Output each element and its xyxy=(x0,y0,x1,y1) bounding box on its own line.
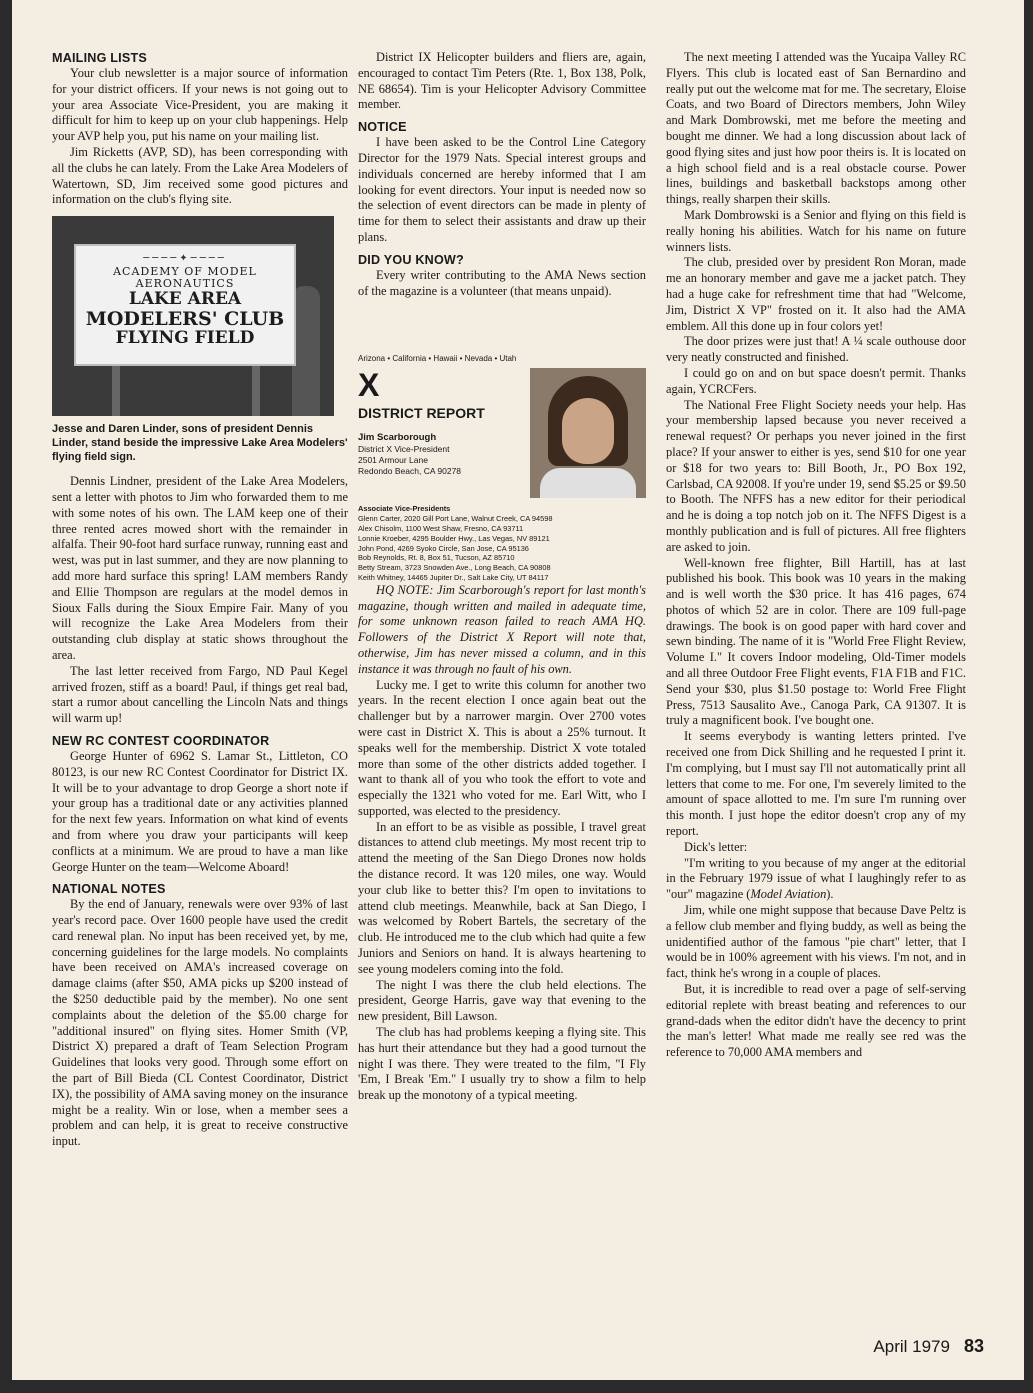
paragraph: Every writer contributing to the AMA News section of the magazine is a volunteer (that means unpaid). xyxy=(358,267,646,298)
sign-post-left xyxy=(112,362,120,416)
vp-address-line: 2501 Armour Lane xyxy=(358,455,428,466)
avp-entry: Betty Stream, 3723 Snowden Ave., Long Beach, CA 90808 xyxy=(358,563,551,573)
avp-entry: Bob Reynolds, Rt. 8, Box 51, Tucson, AZ 85710 xyxy=(358,553,515,563)
paragraph: Dennis Lindner, president of the Lake Area Modelers, sent a letter with photos to Jim who forwarded them to me with some notes of his own. The LAM keep one of their three rented acres mowed short with the remainder in alfalfa. Their 90-foot hard surface runway, running east and west, was put in last summer, and they are now planning to add more hard surface this spring! LAM members Randy and Ellie Thompson are regulars at the model demos in Sioux Falls during the Sioux Empire Fair. Many of you will recognize the Lake Area Modelers from their outstanding club display at static shows throughout the area. xyxy=(52,474,348,662)
sign-line: LAKE AREA xyxy=(128,289,242,310)
sign-line: ACADEMY OF MODEL xyxy=(113,265,257,279)
text-run: ). xyxy=(826,887,834,902)
vp-name: Jim Scarborough xyxy=(358,432,437,444)
avp-heading: Associate Vice-Presidents xyxy=(358,504,451,514)
heading-new-rc-contest-coordinator: NEW RC CONTEST COORDINATOR xyxy=(52,733,270,748)
paragraph: It seems everybody is wanting letters printed. I've received one from Dick Shilling and he requested I print it. I'm complying, but I must say I'll not automatically print all letters that come to me. For one, I'm severely limited to the amount of space allotted to me. I'm sure I'm running over this month. I just hope the editor doesn't crop any of my report. xyxy=(666,729,966,839)
portrait-shirt xyxy=(540,468,636,498)
paragraph: Your club newsletter is a major source of information for your district officers. If your news is not going out to your area Associate Vice-President, you are making it difficult for him to keep up on your club happenings. Help your AVP help you, put his name on your mailing list. xyxy=(52,66,348,144)
photo-caption: Jesse and Daren Linder, sons of president Dennis Linder, stand beside the impressive Lake Area Modelers' flying field sign. xyxy=(52,423,348,464)
issue-date: April 1979 xyxy=(873,1337,950,1356)
portrait-face xyxy=(562,398,614,464)
heading-national-notes: NATIONAL NOTES xyxy=(52,882,166,897)
sign-board xyxy=(74,244,296,366)
heading-did-you-know: DID YOU KNOW? xyxy=(358,252,464,267)
paragraph: The club, presided over by president Ron Moran, made me an honorary member and gave me a jacket patch. They had a huge cake for refreshment time that had "Welcome, Jim, District X VP" frosted on it. It also had the AMA emblem. All this done up in four colors yet! xyxy=(666,255,966,333)
paragraph: The next meeting I attended was the Yucaipa Valley RC Flyers. This club is located east of San Bernardino and really put out the welcome mat for me. The secretary, Eloise Coats, and two Board of Directors members, John Wiley and Mark Dombrowski, met me before the meeting and bought me dinner. We had a long discussion about lack of good flying sites and just how poor theirs is. It is located on a high school field and is a real obstacle course. Power lines, buildings and basketball backstops among other things, really sharpen their skills. xyxy=(666,50,966,207)
paragraph: Dick's letter: xyxy=(684,839,748,854)
paragraph: By the end of January, renewals were over 93% of last year's record pace. Over 1600 people have used the credit card renewal plan. No input has been received yet, by me, concerning guidelines for the large models. No complaints have been received on AMA's increased coverage on damage claims (after $50, AMA picks up $200 instead of the $250 deductible paid by the member). No one sent complaints about the deletion of the $5.00 charge for "additional insured" on flying sites. Homer Smith (VP, District X) prepared a draft of Team Selection Program Guidelines that looks very good. Through some effort on the part of Bill Bieda (CL Contest Coordinator, District IX), the possibility of AMA saving money on the insurance might be a reality. Win or lose, when a member sees a problem and can help, it is great to receive constructive input. xyxy=(52,897,348,1149)
sign-post-right xyxy=(252,362,260,416)
page-footer xyxy=(873,1336,984,1357)
heading-mailing-lists: MAILING LISTS xyxy=(52,51,147,65)
paragraph: George Hunter of 6962 S. Lamar St., Littleton, CO 80123, is our new RC Contest Coordinator for District IX. It will be to your advantage to drop George a short note if your group has a traditional date or any activities planned for the next few years. Information on what kind of events and from where you draw your participants will keep conflicts at a minimum. We are proud to have a man like George Hunter on the team—Welcome Aboard! xyxy=(52,748,348,874)
paragraph: I have been asked to be the Control Line Category Director for the 1979 Nats. Special interest groups and individuals concerned are hereby informed that I am looking for event directors. Your input is needed now so the selection of event directors can be made in plenty of time for them to select their assistants and draw up their plans. xyxy=(358,135,646,244)
avp-entry: Keith Whitney, 14465 Jupiter Dr., Salt Lake City, UT 84117 xyxy=(358,572,549,582)
sign-line: FLYING FIELD xyxy=(115,328,255,349)
district-report-title: DISTRICT REPORT xyxy=(358,405,485,422)
associate-vp-list xyxy=(358,504,646,582)
paragraph: The door prizes were just that! A ¼ scale outhouse door very neatly constructed and finished. xyxy=(666,334,966,365)
paragraph: District IX Helicopter builders and fliers are, again, encouraged to contact Tim Peters (Rte. 1, Box 138, Polk, NE 68654). Tim is your Helicopter Advisory Committee member. xyxy=(358,50,646,112)
vp-address-line: Redondo Beach, CA 90278 xyxy=(358,466,462,477)
flying-field-sign-photo xyxy=(52,216,334,416)
avp-entry: Alex Chisolm, 1100 West Shaw, Fresno, CA 93711 xyxy=(358,523,524,533)
ama-wings-icon: ────✦──── xyxy=(143,253,227,265)
text-run: "I'm writing to you because of my anger at the editorial in the February 1979 issue of what I laughingly refer to as "our" magazine ( xyxy=(666,855,966,902)
avp-entry: John Pond, 4269 Syoko Circle, San Jose, CA 95136 xyxy=(358,543,529,553)
paragraph: Well-known free flighter, Bill Hartill, has at last published his book. This book was 10 years in the making and is well worth the $30 price. It has 416 pages, 674 photos of which 52 are in color. There are 109 full-page drawings. The book is on good paper with hard cover and sewn binding. The name of it is "World Free Flight Review, Volume I." It covers Indoor modeling, Old-Timer models and all three Outdoor Free Flight events, F1A F1B and F1C. Send your $30, plus $1.50 postage to: World Free Flight Press, 7513 Sausalito Ave., Canoga Park, CA 91307. It is truly a magnificent book. I've bought one. xyxy=(666,555,966,728)
vp-portrait-photo xyxy=(530,368,646,498)
paragraph: Jim Ricketts (AVP, SD), has been corresponding with all the clubs he can lately. From the Lake Area Modelers of Watertown, SD, Jim received some good pictures and information on the club's flying site. xyxy=(52,144,348,207)
district-number: X xyxy=(358,367,380,404)
paragraph: But, it is incredible to read over a page of self-serving editorial replete with breast beating and references to our grand-dads when the editor didn't have the decency to print the man's letter! What made me really see red was the reference to 70,000 AMA members and xyxy=(666,982,966,1060)
district-states: Arizona • California • Hawaii • Nevada • Utah xyxy=(358,354,517,364)
paragraph: In an effort to be as visible as possible, I travel great distances to attend club meetings. My most recent trip to attend the meeting of the San Diego Drones now holds the distance record. It was 120 miles, one way. Would your club like to better this? I'm open to invitations to attend club meetings. Meanwhile, back at San Diego, I was welcomed by Robert Bartels, the secretary of the club. He introduced me to the club which had quite a few Juniors and Seniors on hand. It is always heartening to see young modelers coming into the fold. xyxy=(358,819,646,976)
paragraph: Mark Dombrowski is a Senior and flying on this field is really honing his abilities. Watch for his name on future winners lists. xyxy=(666,207,966,254)
hq-note: HQ NOTE: Jim Scarborough's report for last month's magazine, though written and mailed in adequate time, for some unknown reason failed to reach AMA HQ. Followers of the District X Report will note that, otherwise, Jim has never missed a column, and in this instance it was through no fault of his own. xyxy=(358,582,646,676)
heading-notice: NOTICE xyxy=(358,120,407,135)
page-number: 83 xyxy=(963,1336,984,1356)
column-left xyxy=(52,50,348,1150)
paragraph: The club has had problems keeping a flying site. This has hurt their attendance but they had a good turnout the night I was there. They were treated to the film, "I Fly 'Em, I Break 'Em." I usually try to show a film to help break up the monotony of a typical meeting. xyxy=(358,1025,646,1103)
avp-entry: Lonnie Kroeber, 4295 Boulder Hwy., Las Vegas, NV 89121 xyxy=(358,533,550,543)
paragraph: I could go on and on but space doesn't permit. Thanks again, YCRCFers. xyxy=(666,365,966,396)
vp-title: District X Vice-President xyxy=(358,444,450,455)
paragraph: The last letter received from Fargo, ND Paul Kegel arrived frozen, stiff as a board! Paul, if things get real bad, start a rumor about cancelling the Lincoln Nats and things will warm up! xyxy=(52,663,348,726)
column-middle xyxy=(358,50,646,1104)
magazine-page xyxy=(12,0,1024,1380)
person-silhouette xyxy=(292,286,320,416)
magazine-title: Model Aviation xyxy=(750,887,827,902)
sign-line: MODELERS' CLUB xyxy=(85,308,285,331)
avp-entry: Glenn Carter, 2020 Gill Port Lane, Walnut Creek, CA 94598 xyxy=(358,514,553,524)
paragraph: The National Free Flight Society needs your help. Has your membership lapsed because you never received a renewal request? Or perhaps you never joined in the first place? If your answer to either is yes, send $10 for one year or $18 for two years to: Bill Booth, Jr., PO Box 192, Carlsbad, CA 92008. If you're under 19, send $5.25 or $9.50 to Booth. The NFFS has a new editor for their periodical and he is doing a top notch job on it. The NFFS Digest is a monthly publication and is full of pictures. All free flighters are asked to join. xyxy=(666,397,966,554)
column-right xyxy=(666,50,966,1061)
paragraph xyxy=(666,856,966,903)
paragraph: The night I was there the club held elections. The president, George Harris, gave way that evening to the new president, Bill Lawson. xyxy=(358,977,646,1024)
district-report-header xyxy=(358,368,646,498)
paragraph: Jim, while one might suppose that because Dave Peltz is a fellow club member and flying buddy, as well as being the unidentified author of the famous "pie chart" letter, that I would be in 100% agreement with his views. I'm not, and in fact, think he's wrong in a couple of places. xyxy=(666,903,966,981)
paragraph: Lucky me. I get to write this column for another two years. In the recent election I once again beat out the challenger but by a narrower margin. Over 2700 votes were cast in District X. This is about a 25% turnout. It speaks well for the membership. District X vote totaled more than some of the other districts added together. I want to thank all of you who took the effort to vote and especially the 1321 who voted for me. Earl Witt, who I supported, was elected to the presidency. xyxy=(358,677,646,818)
sign-line: AERONAUTICS xyxy=(135,277,235,291)
